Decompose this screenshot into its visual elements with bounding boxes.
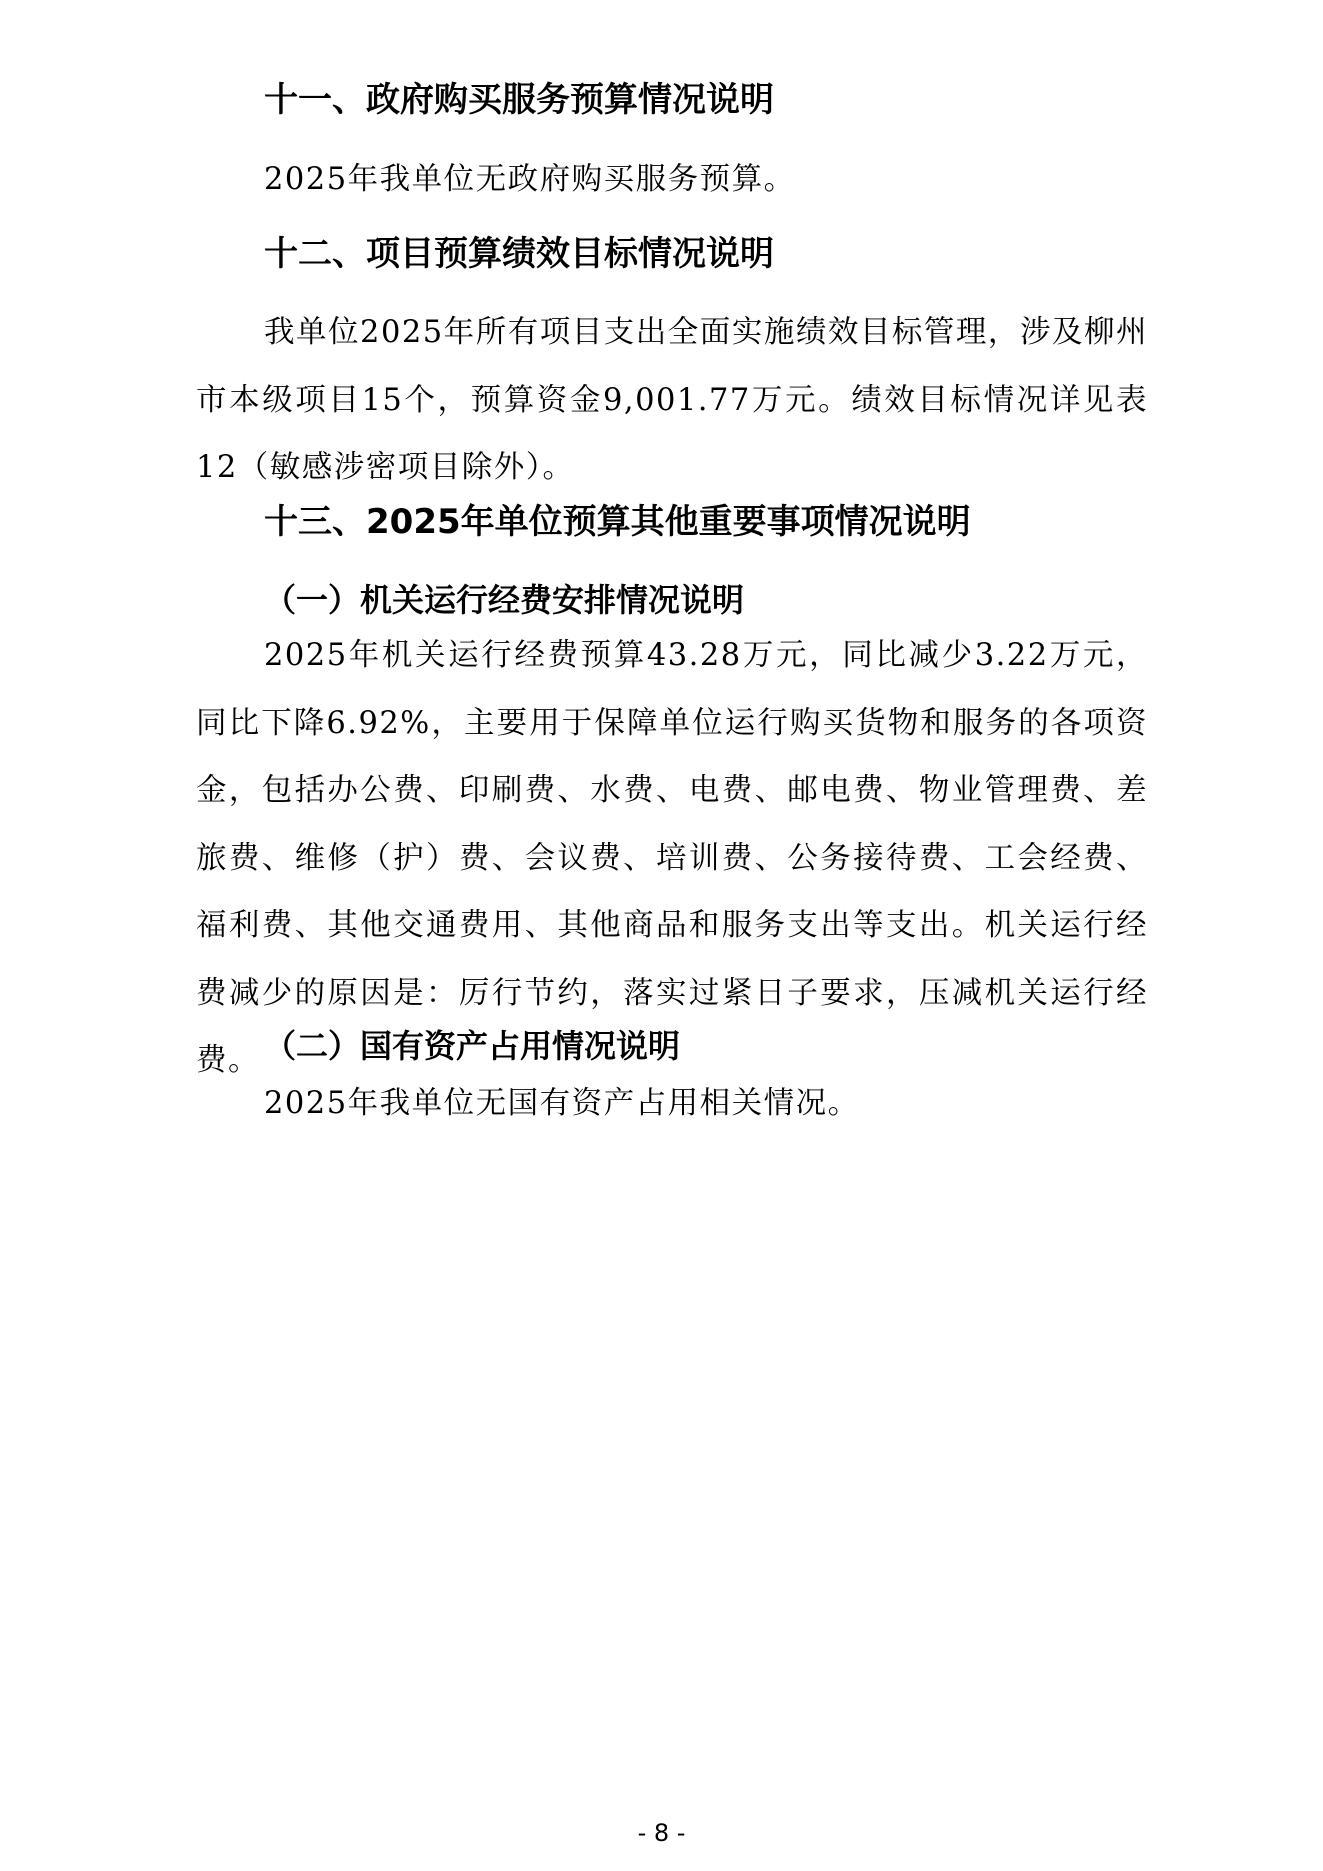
section-11-heading: 十一、政府购买服务预算情况说明 <box>264 80 774 120</box>
page-number: - 8 - <box>637 1819 686 1847</box>
section-13-sub1-heading: （一）机关运行经费安排情况说明 <box>264 581 745 619</box>
section-13-sub1-body: 2025年机关运行经费预算43.28万元，同比减少3.22万元，同比下降6.92%，主要用于保障单位运行购买货物和服务的各项资金，包括办公费、印刷费、水费、电费、邮电费、物业管理费、差旅费、维修（护）费、会议费、培训费、公务接待费、工会经费、福利费、其他交通费用、其他商品和服务支出等支出。机关运行经费减少的原因是：厉行节约，落实过紧日子要求，压减机关运行经费。 <box>196 638 1148 1078</box>
section-13-heading: 十三、2025年单位预算其他重要事项情况说明 <box>264 502 971 542</box>
section-13-sub2-body: 2025年我单位无国有资产占用相关情况。 <box>264 1086 860 1121</box>
section-13-sub2-heading: （二）国有资产占用情况说明 <box>264 1027 681 1065</box>
section-12-body: 我单位2025年所有项目支出全面实施绩效目标管理，涉及柳州市本级项目15个，预算资金9,001.77万元。绩效目标情况详见表12（敏感涉密项目除外）。 <box>196 315 1148 485</box>
section-11-body: 2025年我单位无政府购买服务预算。 <box>264 162 796 197</box>
section-12-heading: 十二、项目预算绩效目标情况说明 <box>264 234 774 274</box>
